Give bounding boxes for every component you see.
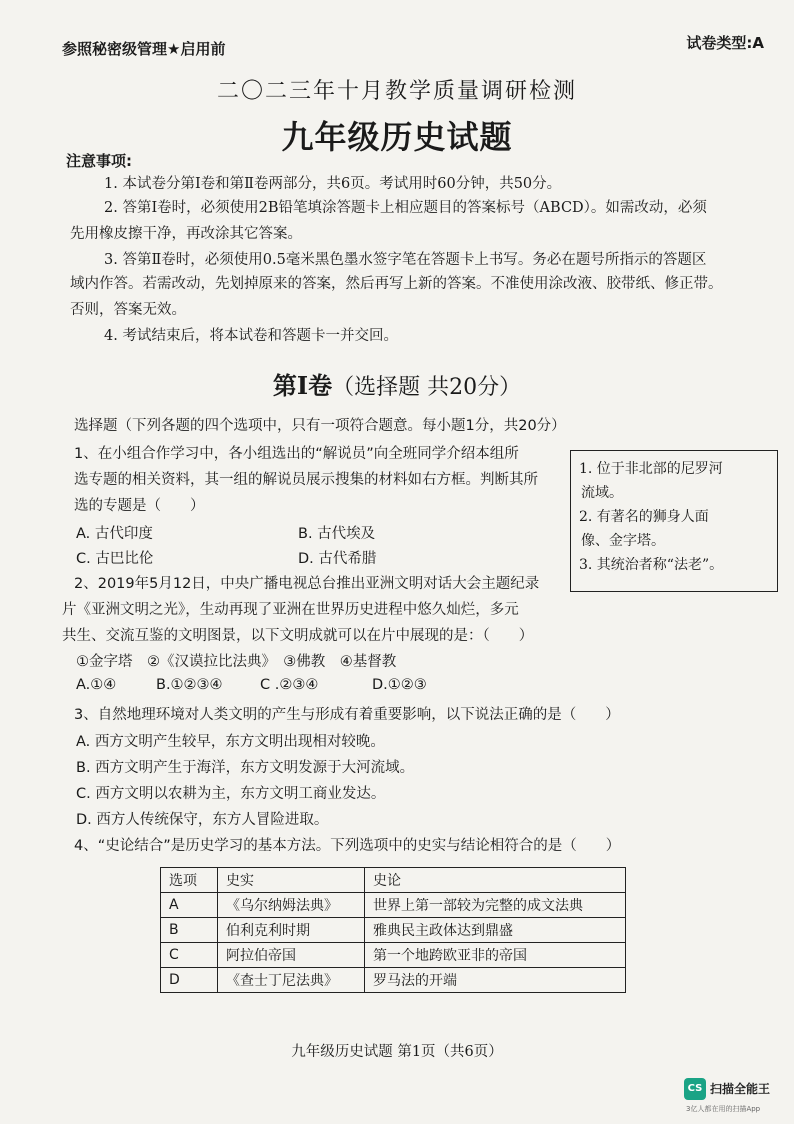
q3-stem: 3、自然地理环境对人类文明的产生与形成有着重要影响，以下说法正确的是（ ） [74,707,620,723]
table-cell: B [161,918,218,943]
table-row [161,943,626,968]
q1-material-box [570,450,778,592]
q4-table [160,867,626,993]
table-cell: 《乌尔纳姆法典》 [218,893,365,918]
table-cell: 世界上第一部较为完整的成文法典 [365,893,626,918]
q2-line: 2、2019年5月12日，中央广播电视总台推出亚洲文明对话大会主题纪录 [74,576,540,592]
notice-line: 3. 答第Ⅱ卷时，必须使用0.5毫米黑色墨水签字笔在答题卡上书写。务必在题号所指示的答题区 [104,252,707,268]
q1-option-a: A. 古代印度 [76,526,153,542]
instructions: 选择题（下列各题的四个选项中，只有一项符合题意。每小题1分，共20分） [74,418,566,434]
q1-option-d: D. 古代希腊 [298,551,377,567]
q3-option-d: D. 西方人传统保守，东方人冒险进取。 [76,812,329,828]
notice-line: 2. 答第Ⅰ卷时，必须使用2B铅笔填涂答题卡上相应题目的答案标号（ABCD）。如需改动，必须 [104,200,707,216]
table-header: 史论 [365,868,626,893]
page-footer: 九年级历史试题 第1页（共6页） [291,1044,503,1060]
q2-option-a: A.①④ [76,677,117,693]
table-cell: D [161,968,218,993]
table-header: 选项 [161,868,218,893]
table-cell: 伯利克利时期 [218,918,365,943]
table-header: 史实 [218,868,365,893]
page-title: 九年级历史试题 [281,118,513,156]
section-title-main: 第Ⅰ卷 [272,371,333,400]
q3-option-a: A. 西方文明产生较早，东方文明出现相对较晚。 [76,734,385,750]
q2-line: 片《亚洲文明之光》，生动再现了亚洲在世界历史进程中悠久灿烂，多元 [62,602,519,618]
table-cell: 雅典民主政体达到鼎盛 [365,918,626,943]
table-row [161,968,626,993]
section-title-sub: （选择题 共20分） [332,375,522,400]
camscanner-logo-icon: CS [684,1078,706,1100]
q2-option-d: D.①②③ [372,677,427,693]
q2-option-b: B.①②③④ [156,677,223,693]
q1-option-c: C. 古巴比伦 [76,551,154,567]
box-line: 像、金字塔。 [581,533,665,549]
table-row [161,893,626,918]
q3-option-c: C. 西方文明以农耕为主，东方文明工商业发达。 [76,786,386,802]
notice-line: 否则，答案无效。 [70,302,186,318]
table-header-row [161,868,626,893]
paper-type-label: 试卷类型:A [686,34,764,52]
notice-line: 先用橡皮擦干净，再改涂其它答案。 [70,226,302,242]
box-line: 3. 其统治者称“法老”。 [579,557,724,573]
confidentiality-label: 参照秘密级管理★启用前 [62,40,226,58]
notice-heading: 注意事项: [66,152,132,170]
table-cell: 《查士丁尼法典》 [218,968,365,993]
q4-stem: 4、“史论结合”是历史学习的基本方法。下列选项中的史实与结论相符合的是（ ） [74,838,621,854]
q3-option-b: B. 西方文明产生于海洋，东方文明发源于大河流域。 [76,760,415,776]
q2-option-c: C .②③④ [260,677,319,693]
table-row [161,918,626,943]
table-cell: 罗马法的开端 [365,968,626,993]
table-cell: 阿拉伯帝国 [218,943,365,968]
q2-items: ①金字塔 ②《汉谟拉比法典》 ③佛教 ④基督教 [76,654,397,670]
box-line: 1. 位于非北部的尼罗河 [579,461,723,477]
watermark-name: 扫描全能王 [710,1082,771,1096]
notice-line: 4. 考试结束后，将本试卷和答题卡一并交回。 [104,328,398,344]
q1-line: 选专题的相关资料，其一组的解说员展示搜集的材料如右方框。判断其所 [74,472,538,488]
box-line: 流域。 [581,485,623,501]
box-line: 2. 有著名的狮身人面 [579,509,709,525]
watermark-tagline: 3亿人都在用的扫描App [686,1105,761,1113]
table-cell: 第一个地跨欧亚非的帝国 [365,943,626,968]
section-title [0,366,794,401]
q1-line: 选的专题是（ ） [74,498,205,514]
q2-line: 共生、交流互鉴的文明图景，以下文明成就可以在片中展现的是：（ ） [62,628,534,644]
q1-line: 1、在小组合作学习中，各小组选出的“解说员”向全班同学介绍本组所 [74,446,519,462]
notice-line: 1. 本试卷分第Ⅰ卷和第Ⅱ卷两部分，共6页。考试用时60分钟，共50分。 [104,176,562,192]
table-cell: A [161,893,218,918]
notice-line: 域内作答。若需改动，先划掉原来的答案，然后再写上新的答案。不准使用涂改液、胶带纸、修正带。 [70,276,723,292]
q1-option-b: B. 古代埃及 [298,526,376,542]
exam-title: 二〇二三年十月教学质量调研检测 [216,79,577,104]
table-cell: C [161,943,218,968]
